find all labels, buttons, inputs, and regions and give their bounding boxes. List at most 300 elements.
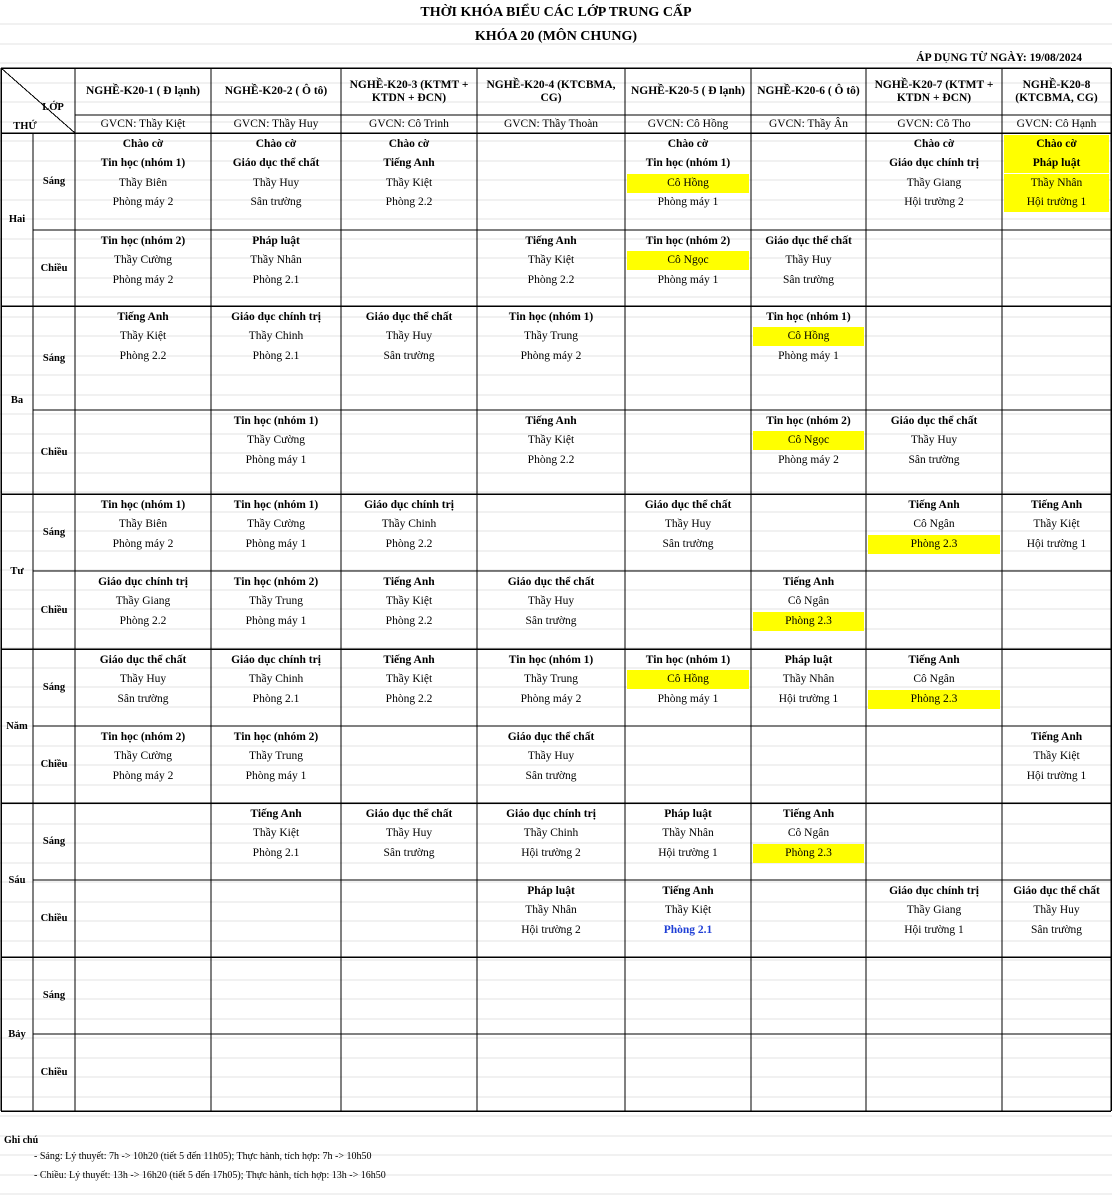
teacher-label: Thầy Biên	[118, 518, 168, 531]
class-name: NGHỀ-K20-1 ( Đ lạnh)	[85, 85, 201, 97]
page-title: THỜI KHÓA BIỂU CÁC LỚP TRUNG CẤP	[420, 5, 692, 20]
class-header-4	[477, 68, 625, 115]
schedule-cell	[866, 494, 1002, 571]
subject-label: Tiếng Anh	[1030, 731, 1083, 743]
teacher-label: Thầy Kiệt	[252, 827, 300, 840]
class-name: NGHỀ-K20-3 (KTMT + KTDN + ĐCN)	[349, 78, 469, 104]
room-label: Phòng máy 1	[657, 195, 719, 208]
schedule-cell	[866, 571, 1002, 649]
subject-label: Tiếng Anh	[908, 499, 960, 511]
subject-label: Giáo dục chính trị	[889, 157, 979, 170]
subject-label: Tin học (nhóm 1)	[645, 654, 731, 666]
schedule-cell	[866, 133, 1002, 230]
room-label: Phòng máy 1	[657, 692, 719, 705]
schedule-cell	[1002, 726, 1111, 803]
class-name: NGHỀ-K20-8 (KTCBMA, CG)	[1015, 78, 1098, 104]
schedule-cell	[477, 803, 625, 880]
schedule-cell	[625, 133, 751, 230]
subject-label: Giáo dục chính trị	[506, 808, 596, 820]
schedule-cell	[866, 230, 1002, 306]
schedule-cell	[1002, 410, 1111, 494]
room-label: Phòng 2.2	[119, 349, 167, 362]
subject-label: Pháp luật	[1004, 154, 1109, 173]
session-label: Chiều	[40, 913, 68, 924]
session-label: Chiều	[40, 262, 68, 274]
schedule-cell	[477, 571, 625, 649]
teacher-label: Thầy Chinh	[381, 518, 437, 531]
corner-lop-label: LỚP	[42, 101, 64, 113]
room-label: Phòng máy 1	[245, 537, 307, 550]
subject-label: Tiếng Anh	[662, 885, 714, 897]
teacher-label: Thầy Nhân	[250, 254, 302, 267]
session-label: Sáng	[42, 990, 66, 1001]
schedule-cell	[341, 649, 477, 726]
schedule-cell	[477, 1034, 625, 1111]
room-label: Hội trường 1	[658, 846, 718, 859]
schedule-cell	[75, 957, 211, 1034]
subject-label: Giáo dục chính trị	[364, 499, 454, 511]
teacher-label: Thầy Giang	[906, 904, 962, 917]
subject-label: Tiếng Anh	[250, 808, 302, 820]
schedule-cell	[211, 230, 341, 306]
teacher-label: Thầy Huy	[910, 434, 958, 447]
schedule-cell	[751, 1034, 866, 1111]
schedule-cell	[625, 880, 751, 957]
room-label: Phòng 2.2	[119, 614, 167, 627]
subject-label: Giáo dục thể chất	[99, 654, 187, 666]
subject-label: Tiếng Anh	[908, 654, 960, 666]
teacher-label: Thầy Kiệt	[527, 254, 575, 267]
day-label: Ba	[10, 394, 24, 406]
schedule-cell	[75, 410, 211, 494]
schedule-cell	[211, 494, 341, 571]
room-label: Sân trường	[908, 453, 960, 466]
subject-label: Giáo dục thể chất	[890, 415, 978, 427]
schedule-cell	[211, 410, 341, 494]
schedule-cell	[751, 571, 866, 649]
schedule-cell	[1002, 880, 1111, 957]
teacher-label: Thầy Cường	[114, 254, 172, 267]
schedule-cell	[866, 726, 1002, 803]
schedule-cell	[751, 230, 866, 306]
teacher-label: Thầy Cường	[114, 750, 172, 763]
teacher-label: Cô Ngân	[913, 673, 955, 686]
room-label: Hội trường 2	[521, 846, 581, 859]
teacher-label: Cô Ngân	[787, 827, 830, 840]
day-label: Hai	[8, 214, 26, 225]
schedule-cell	[1002, 306, 1111, 410]
schedule-cell	[75, 494, 211, 571]
schedule-cell	[625, 803, 751, 880]
session-label: Chiều	[40, 604, 68, 616]
teacher-label: Thầy Giang	[906, 176, 962, 189]
room-label: Phòng máy 2	[112, 769, 174, 782]
teacher-label: Thầy Nhân	[662, 827, 714, 840]
subject-label: Giáo dục thể chất	[232, 157, 320, 170]
room-label: Phòng máy 2	[112, 195, 174, 208]
subject-label: Giáo dục thể chất	[365, 808, 453, 820]
schedule-cell	[477, 306, 625, 410]
subject-label: Tin học (nhóm 2)	[766, 415, 851, 427]
room-label: Phòng 2.3	[753, 844, 864, 863]
subject-label: Tin học (nhóm 2)	[233, 731, 319, 743]
subject-label: Pháp luật	[527, 885, 575, 897]
schedule-cell	[341, 410, 477, 494]
subject-label: Tin học (nhóm 2)	[233, 576, 319, 588]
room-label: Phòng máy 2	[778, 453, 839, 466]
schedule-cell	[625, 957, 751, 1034]
apply-date: ÁP DỤNG TỪ NGÀY: 19/08/2024	[916, 52, 1082, 64]
schedule-cell	[211, 957, 341, 1034]
day-label: Năm	[6, 720, 28, 732]
day-label: Tư	[10, 566, 24, 577]
schedule-cell	[751, 957, 866, 1034]
subject-label: Giáo dục thể chất	[1013, 885, 1100, 897]
schedule-cell	[211, 880, 341, 957]
subject-label: Giáo dục thể chất	[365, 311, 453, 323]
room-label: Hội trường 1	[1026, 769, 1087, 782]
class-gvcn-2: GVCN: Thầy Huy	[233, 118, 319, 130]
schedule-cell	[751, 494, 866, 571]
subject-label: Giáo dục chính trị	[889, 885, 979, 897]
room-label: Phòng 2.1	[252, 846, 300, 859]
teacher-label: Thầy Kiệt	[119, 330, 167, 343]
subject-label: Tin học (nhóm 1)	[645, 157, 731, 170]
schedule-cell	[75, 133, 211, 230]
schedule-cell	[751, 133, 866, 230]
room-label: Phòng 2.3	[868, 690, 1000, 709]
teacher-label: Thầy Chinh	[523, 827, 579, 840]
session-label: Sáng	[42, 836, 66, 847]
room-label: Phòng 2.2	[385, 614, 433, 627]
class-header-6	[751, 68, 866, 115]
schedule-cell	[751, 410, 866, 494]
subject-label: Giáo dục thể chất	[765, 235, 852, 247]
class-header-8	[1002, 68, 1111, 115]
room-label: Sân trường	[1031, 923, 1082, 936]
class-name: NGHỀ-K20-7 (KTMT + KTDN + ĐCN)	[874, 78, 994, 104]
subject-label: Tin học (nhóm 2)	[645, 235, 731, 247]
teacher-label: Thầy Trung	[249, 595, 303, 608]
corner-thu-label: THỨ	[13, 120, 37, 132]
subject-label: Chào cờ	[122, 138, 164, 150]
subject-label: Tin học (nhóm 2)	[100, 731, 186, 743]
teacher-label: Thầy Huy	[252, 176, 300, 189]
room-label: Phòng 2.3	[868, 535, 1000, 554]
schedule-cell	[75, 571, 211, 649]
schedule-cell	[477, 957, 625, 1034]
schedule-cell	[341, 957, 477, 1034]
schedule-cell	[625, 1034, 751, 1111]
session-label: Chiều	[40, 1067, 68, 1078]
schedule-cell	[477, 410, 625, 494]
teacher-label: Thầy Nhân	[782, 673, 835, 686]
teacher-label: Thầy Huy	[664, 518, 712, 531]
room-label: Phòng 2.2	[385, 195, 433, 208]
teacher-label: Thầy Kiệt	[664, 904, 712, 917]
day-label: Sáu	[8, 874, 26, 886]
room-label: Hội trường 1	[904, 923, 964, 936]
teacher-label: Thầy Nhân	[1004, 174, 1109, 193]
subject-label: Chào cờ	[913, 138, 955, 150]
teacher-label: Thầy Chinh	[248, 330, 304, 343]
schedule-cell	[75, 1034, 211, 1111]
schedule-cell	[751, 880, 866, 957]
subject-label: Chào cờ	[667, 138, 709, 150]
subject-label: Chào cờ	[255, 138, 297, 150]
class-gvcn-5: GVCN: Cô Hồng	[647, 118, 729, 130]
teacher-label: Thầy Giang	[115, 595, 171, 608]
subject-label: Tiếng Anh	[525, 235, 577, 247]
schedule-cell	[1002, 230, 1111, 306]
teacher-label: Thầy Trung	[524, 673, 578, 686]
schedule-cell	[477, 133, 625, 230]
teacher-label: Thầy Trung	[249, 750, 303, 763]
note-line-morning: - Sáng: Lý thuyết: 7h -> 10h20 (tiết 5 đến 11h05); Thực hành, tích hợp: 7h -> 10h50	[34, 1151, 372, 1162]
room-label: Sân trường	[525, 769, 577, 782]
room-label: Sân trường	[117, 692, 169, 705]
schedule-cell	[341, 1034, 477, 1111]
room-label: Phòng 2.2	[385, 537, 433, 550]
subject-label: Tiếng Anh	[782, 576, 835, 588]
schedule-cell	[866, 803, 1002, 880]
schedule-cell	[625, 494, 751, 571]
room-label: Sân trường	[525, 614, 577, 627]
room-label: Phòng 2.1	[663, 923, 713, 936]
teacher-label: Cô Hồng	[753, 327, 864, 346]
teacher-label: Thầy Kiệt	[385, 595, 433, 608]
room-label: Phòng máy 1	[245, 614, 307, 627]
schedule-cell	[1002, 1034, 1111, 1111]
room-label: Phòng máy 2	[112, 273, 174, 286]
room-label: Hội trường 2	[521, 923, 581, 936]
room-label: Phòng 2.1	[252, 273, 300, 286]
subject-label: Tiếng Anh	[383, 576, 435, 588]
schedule-cell	[1002, 494, 1111, 571]
class-gvcn-1: GVCN: Thầy Kiệt	[100, 118, 186, 130]
subject-label: Giáo dục chính trị	[98, 576, 188, 588]
class-gvcn-3: GVCN: Cô Trinh	[369, 118, 449, 130]
subject-label: Tin học (nhóm 1)	[233, 415, 319, 427]
class-gvcn-4: GVCN: Thầy Thoàn	[503, 118, 599, 130]
schedule-cell	[211, 571, 341, 649]
class-name: NGHỀ-K20-2 ( Ô tô)	[224, 85, 328, 97]
schedule-cell	[341, 230, 477, 306]
schedule-cell	[341, 571, 477, 649]
session-label: Sáng	[42, 352, 66, 364]
schedule-cell	[477, 494, 625, 571]
subject-label: Pháp luật	[252, 235, 300, 247]
note-line-afternoon: - Chiều: Lý thuyết: 13h -> 16h20 (tiết 5 đến 17h05); Thực hành, tích hợp: 13h -> 16h50	[34, 1170, 386, 1181]
subject-label: Tiếng Anh	[117, 311, 169, 323]
teacher-label: Thầy Huy	[1033, 904, 1080, 917]
room-label: Phòng máy 1	[245, 453, 307, 466]
room-label: Phòng máy 1	[778, 349, 839, 362]
room-label: Sân trường	[662, 537, 714, 550]
schedule-cell	[211, 649, 341, 726]
teacher-label: Thầy Kiệt	[527, 434, 575, 447]
schedule-cell	[341, 133, 477, 230]
subject-label: Tiếng Anh	[1030, 499, 1083, 511]
teacher-label: Thầy Cường	[247, 518, 305, 531]
room-label: Phòng 2.1	[252, 692, 300, 705]
teacher-label: Cô Ngọc	[753, 431, 864, 450]
schedule-cell	[477, 230, 625, 306]
room-label: Hội trường 1	[778, 692, 839, 705]
teacher-label: Thầy Chinh	[248, 673, 304, 686]
teacher-label: Thầy Kiệt	[1033, 518, 1080, 531]
room-label: Phòng 2.1	[252, 349, 300, 362]
teacher-label: Thầy Kiệt	[385, 176, 433, 189]
class-gvcn-7: GVCN: Cô Tho	[897, 118, 971, 130]
room-label: Phòng 2.2	[527, 453, 575, 466]
subject-label: Tin học (nhóm 1)	[100, 157, 186, 170]
room-label: Sân trường	[383, 846, 435, 859]
class-gvcn-8: GVCN: Cô Hạnh	[1016, 118, 1097, 130]
schedule-cell	[866, 880, 1002, 957]
schedule-cell	[211, 1034, 341, 1111]
schedule-cell	[211, 726, 341, 803]
room-label: Phòng 2.3	[753, 612, 864, 631]
schedule-cell	[75, 726, 211, 803]
schedule-cell	[866, 410, 1002, 494]
subject-label: Giáo dục thể chất	[507, 731, 595, 743]
schedule-cell	[1002, 649, 1111, 726]
schedule-cell	[625, 649, 751, 726]
schedule-cell	[211, 306, 341, 410]
schedule-cell	[1002, 803, 1111, 880]
schedule-cell	[866, 1034, 1002, 1111]
room-label: Phòng máy 2	[112, 537, 174, 550]
teacher-label: Thầy Huy	[385, 827, 433, 840]
schedule-cell	[211, 803, 341, 880]
class-name: NGHỀ-K20-4 (KTCBMA, CG)	[486, 78, 616, 104]
session-label: Chiều	[40, 446, 68, 458]
class-header-3	[341, 68, 477, 115]
schedule-cell	[625, 230, 751, 306]
class-name: NGHỀ-K20-5 ( Đ lạnh)	[630, 85, 746, 97]
schedule-cell	[75, 230, 211, 306]
schedule-cell	[751, 306, 866, 410]
room-label: Hội trường 2	[904, 195, 964, 208]
subject-label: Giáo dục thể chất	[507, 576, 595, 588]
notes-title: Ghi chú	[4, 1135, 39, 1146]
subject-label: Giáo dục thể chất	[644, 499, 732, 511]
subject-label: Tiếng Anh	[383, 654, 435, 666]
schedule-cell	[341, 494, 477, 571]
subject-label: Tin học (nhóm 1)	[508, 311, 594, 323]
subject-label: Pháp luật	[784, 654, 833, 666]
teacher-label: Thầy Huy	[527, 595, 575, 608]
subject-label: Chào cờ	[388, 138, 430, 150]
day-label: Bảy	[8, 1028, 26, 1040]
subject-label: Tin học (nhóm 1)	[508, 654, 594, 666]
schedule-cell	[477, 726, 625, 803]
session-label: Sáng	[42, 527, 66, 538]
schedule-cell	[341, 880, 477, 957]
teacher-label: Thầy Kiệt	[385, 673, 433, 686]
room-label: Phòng 2.2	[385, 692, 433, 705]
teacher-label: Cô Ngân	[787, 595, 830, 608]
schedule-cell	[211, 133, 341, 230]
schedule-cell	[341, 726, 477, 803]
teacher-label: Thầy Cường	[247, 434, 305, 447]
schedule-cell	[1002, 957, 1111, 1034]
schedule-cell	[866, 649, 1002, 726]
class-header-5	[625, 68, 751, 115]
session-label: Sáng	[42, 176, 66, 187]
schedule-cell	[75, 649, 211, 726]
schedule-cell	[477, 880, 625, 957]
subject-label: Tin học (nhóm 1)	[233, 499, 319, 511]
teacher-label: Thầy Kiệt	[1033, 750, 1080, 763]
schedule-cell	[625, 726, 751, 803]
schedule-cell	[341, 306, 477, 410]
subject-label: Tin học (nhóm 1)	[766, 311, 851, 323]
subject-label: Tiếng Anh	[525, 415, 577, 427]
teacher-label: Thầy Huy	[385, 330, 433, 343]
subject-label: Giáo dục chính trị	[231, 311, 321, 323]
room-label: Phòng máy 2	[520, 692, 582, 705]
schedule-cell	[751, 726, 866, 803]
teacher-label: Cô Ngân	[913, 518, 955, 531]
schedule-cell	[866, 957, 1002, 1034]
schedule-cell	[751, 649, 866, 726]
class-header-2	[211, 68, 341, 115]
schedule-cell	[866, 306, 1002, 410]
schedule-cell	[1002, 571, 1111, 649]
schedule-cell	[75, 803, 211, 880]
room-label: Phòng máy 1	[657, 273, 719, 286]
schedule-cell	[341, 803, 477, 880]
room-label: Hội trường 1	[1026, 537, 1087, 550]
teacher-label: Thầy Huy	[785, 254, 832, 267]
session-label: Sáng	[42, 682, 66, 693]
room-label: Phòng 2.2	[527, 273, 575, 286]
schedule-cell	[625, 571, 751, 649]
subject-label: Chào cờ	[1004, 135, 1109, 154]
teacher-label: Cô Ngọc	[627, 251, 749, 270]
schedule-cell	[75, 306, 211, 410]
subject-label: Tin học (nhóm 1)	[100, 499, 186, 511]
schedule-cell	[75, 880, 211, 957]
subject-label: Tiếng Anh	[383, 157, 435, 170]
room-label: Hội trường 1	[1004, 193, 1109, 212]
teacher-label: Thầy Huy	[527, 750, 575, 763]
subject-label: Tiếng Anh	[782, 808, 835, 820]
subject-label: Tin học (nhóm 2)	[100, 235, 186, 247]
class-header-1	[75, 68, 211, 115]
teacher-label: Thầy Biên	[118, 176, 168, 189]
schedule-cell	[751, 803, 866, 880]
class-header-7	[866, 68, 1002, 115]
teacher-label: Cô Hồng	[627, 174, 749, 193]
class-name: NGHỀ-K20-6 ( Ô tô)	[757, 85, 860, 97]
room-label: Sân trường	[383, 349, 435, 362]
teacher-label: Thầy Nhân	[525, 904, 577, 917]
session-label: Chiều	[40, 759, 68, 770]
schedule-cell	[477, 649, 625, 726]
subject-label: Pháp luật	[664, 808, 712, 820]
class-gvcn-6: GVCN: Thầy Ân	[768, 118, 848, 130]
teacher-label: Thầy Huy	[119, 673, 167, 686]
room-label: Phòng máy 1	[245, 769, 307, 782]
room-label: Sân trường	[250, 195, 302, 208]
subject-label: Giáo dục chính trị	[231, 654, 321, 666]
schedule-cell	[1002, 133, 1111, 230]
room-label: Sân trường	[783, 273, 834, 286]
schedule-cell	[625, 306, 751, 410]
